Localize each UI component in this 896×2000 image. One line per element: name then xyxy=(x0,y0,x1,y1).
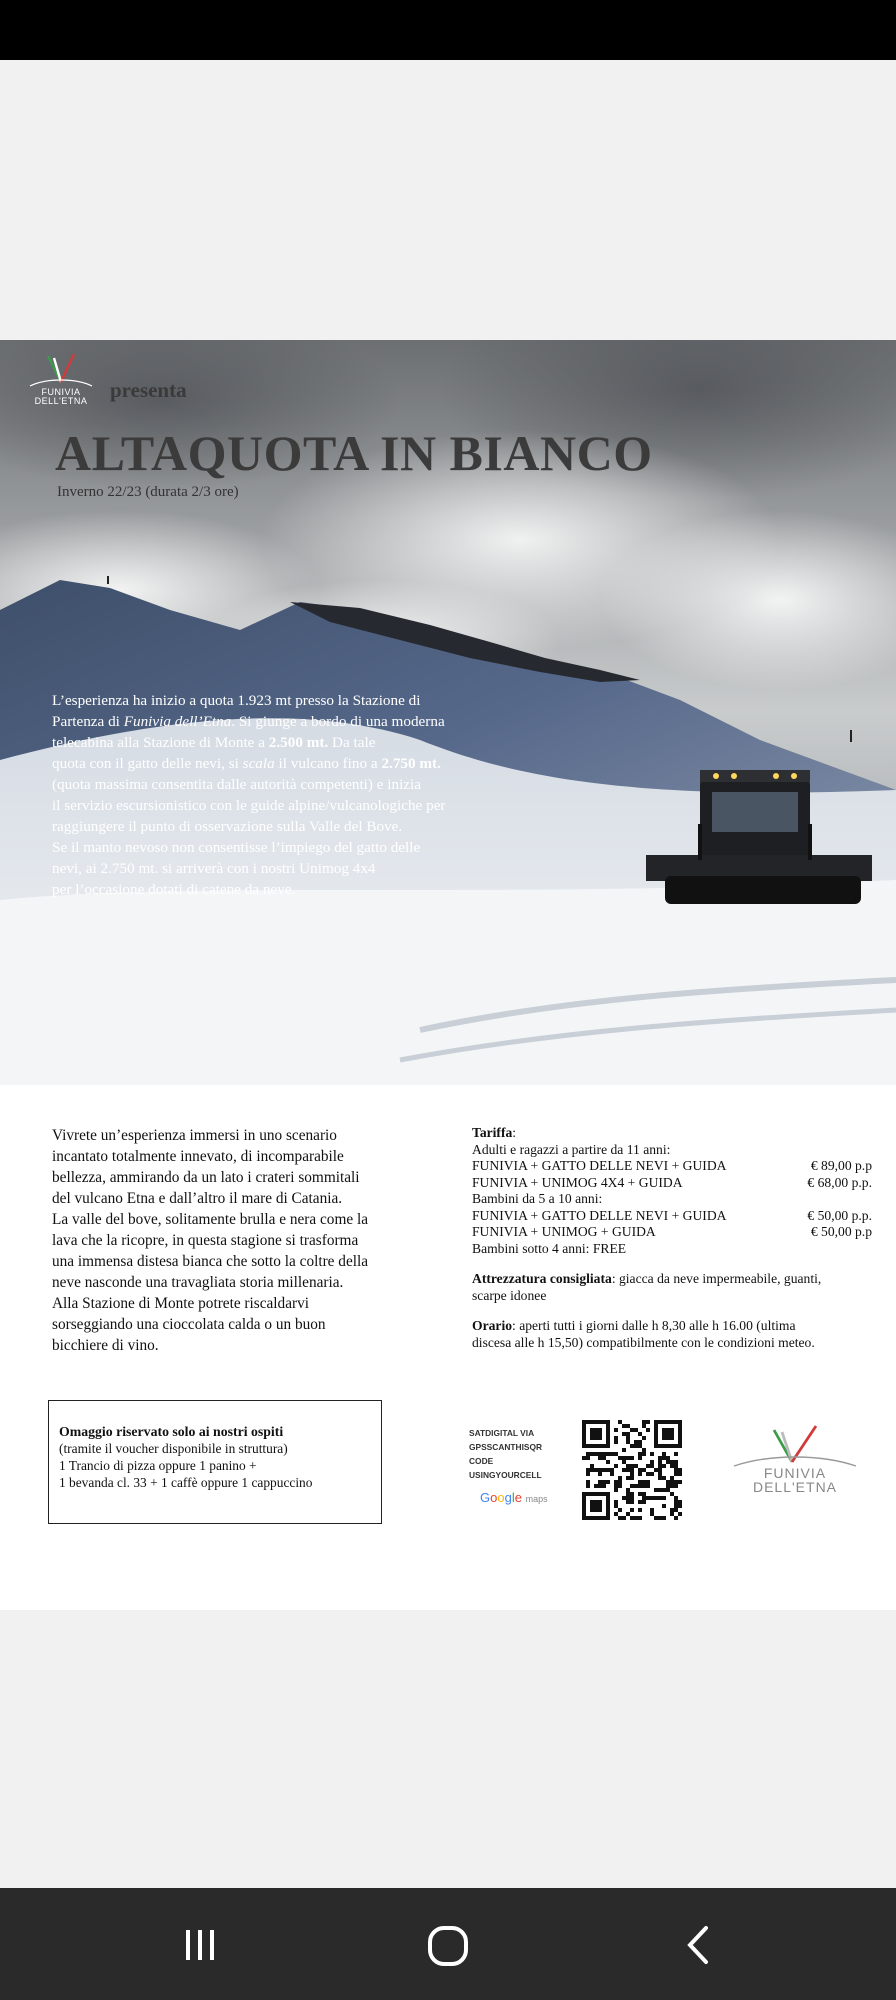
qr-code-icon[interactable] xyxy=(582,1420,682,1520)
poster xyxy=(0,340,896,1610)
desc-line: Vivrete un’esperienza immersi in uno scenario xyxy=(52,1127,337,1144)
adults-label: Adulti e ragazzi a partire da 11 anni: xyxy=(472,1141,671,1157)
hero-line: (quota massima consentita dalle autorità competenti) e inizia xyxy=(52,776,422,793)
under4-label: Bambini sotto 4 anni: FREE xyxy=(472,1240,627,1256)
hero-line: Se il manto nevoso non consentisse l’impiego del gatto delle xyxy=(52,839,421,856)
experience-description xyxy=(52,1125,432,1356)
price-row: FUNIVIA + GATTO DELLE NEVI + GUIDA € 89,00 p.p xyxy=(472,1158,872,1173)
google-word: Google xyxy=(480,1490,522,1505)
navigation-bar xyxy=(0,1888,896,2000)
funivia-logo-top xyxy=(26,348,96,408)
status-bar xyxy=(0,0,896,60)
desc-line: Alla Stazione di Monte potrete riscaldarvi xyxy=(52,1295,309,1312)
google-maps-logo xyxy=(480,1490,548,1505)
funivia-logo-mark xyxy=(730,1420,860,1468)
hero-line: L’esperienza ha inizio a quota 1.923 mt presso la Stazione di xyxy=(52,692,421,709)
hero-line: raggiungere il punto di osservazione sulla Valle del Bove. xyxy=(52,818,403,835)
hero-description xyxy=(52,690,522,900)
logo-line-1: FUNIVIA xyxy=(41,387,81,397)
qr-instructions xyxy=(469,1426,564,1482)
qr-note-line: USINGYOURCELL xyxy=(469,1470,542,1480)
back-icon[interactable] xyxy=(670,1916,730,1976)
desc-line: La valle del bove, solitamente brulla e nera come la xyxy=(52,1211,368,1228)
presenta-label: presenta xyxy=(110,378,187,402)
maps-word: maps xyxy=(525,1494,548,1504)
funivia-logo-mark xyxy=(26,348,96,388)
orario-text: Orario: aperti tutti i giorni dalle h 8,30 alle h 16.00 (ultima xyxy=(472,1318,796,1333)
hero-photo xyxy=(0,340,896,1085)
hero-line: telecabina alla Stazione di Monte a 2.500 mt. Da tale xyxy=(52,734,376,751)
desc-line: bellezza, ammirando da un lato i crateri sommitali xyxy=(52,1169,360,1186)
logo-line-2: DELL'ETNA xyxy=(752,1479,838,1495)
gift-title: Omaggio riservato solo ai nostri ospiti xyxy=(59,1424,284,1439)
gift-line: 1 bevanda cl. 33 + 1 caffè oppure 1 cappuccino xyxy=(59,1475,313,1490)
price-row: FUNIVIA + UNIMOG 4X4 + GUIDA € 68,00 p.p. xyxy=(472,1174,872,1190)
subtitle: Inverno 22/23 (durata 2/3 ore) xyxy=(57,484,239,500)
recent-apps-icon[interactable] xyxy=(170,1916,230,1976)
gift-box xyxy=(48,1400,382,1524)
tariffa-heading: Tariffa: xyxy=(472,1125,517,1140)
hero-line: nevi, ai 2.750 mt. si arriverà con i nostri Unimog 4x4 xyxy=(52,860,376,877)
qr-note-line: CODE xyxy=(469,1456,494,1466)
hero-line: per l’occasione dotati di catene da neve. xyxy=(52,881,296,898)
desc-line: del vulcano Etna e dall’altro il mare di Catania. xyxy=(52,1190,343,1207)
hero-line: il servizio escursionistico con le guide alpine/vulcanologiche per xyxy=(52,797,446,814)
kids-label: Bambini da 5 a 10 anni: xyxy=(472,1191,603,1206)
qr-note-line: SATDIGITAL VIA xyxy=(469,1428,535,1438)
price-row: FUNIVIA + GATTO DELLE NEVI + GUIDA € 50,00 p.p. xyxy=(472,1207,872,1223)
desc-line: una immensa distesa bianca che sotto la coltre della xyxy=(52,1253,369,1270)
gift-line: (tramite il voucher disponibile in struttura) xyxy=(59,1441,288,1456)
pricing-info xyxy=(472,1125,872,1351)
hero-line: Partenza di Funivia dell’Etna. Si giunge a bordo di una moderna xyxy=(52,713,445,730)
desc-line: bicchiere di vino. xyxy=(52,1337,159,1354)
orario-text: discesa alle h 15,50) compatibilmente con le condizioni meteo. xyxy=(472,1334,815,1350)
desc-line: lava che la ricopre, in questa stagione si trasforma xyxy=(52,1232,359,1249)
attrezzatura-text: Attrezzatura consigliata: giacca da neve impermeabile, guanti, xyxy=(472,1271,822,1286)
home-icon[interactable] xyxy=(418,1916,478,1976)
desc-line: incantato totalmente innevato, di incomparabile xyxy=(52,1148,344,1165)
hero-line: quota con il gatto delle nevi, si scala il vulcano fino a 2.750 mt. xyxy=(52,755,441,772)
desc-line: sorseggiando una cioccolata calda o un buon xyxy=(52,1316,326,1333)
qr-note-line: GPSSCANTHISQR xyxy=(469,1442,543,1452)
gift-line: 1 Trancio di pizza oppure 1 panino + xyxy=(59,1458,257,1473)
attrezzatura-text: scarpe idonee xyxy=(472,1287,547,1303)
logo-line-1: FUNIVIA xyxy=(763,1465,827,1481)
desc-line: neve nasconde una travagliata storia millenaria. xyxy=(52,1274,344,1291)
page-title: ALTAQUOTA IN BIANCO xyxy=(55,425,653,481)
funivia-logo-bottom xyxy=(730,1420,860,1510)
price-row: FUNIVIA + UNIMOG + GUIDA € 50,00 p.p xyxy=(472,1224,872,1239)
logo-line-2: DELL'ETNA xyxy=(34,396,88,406)
